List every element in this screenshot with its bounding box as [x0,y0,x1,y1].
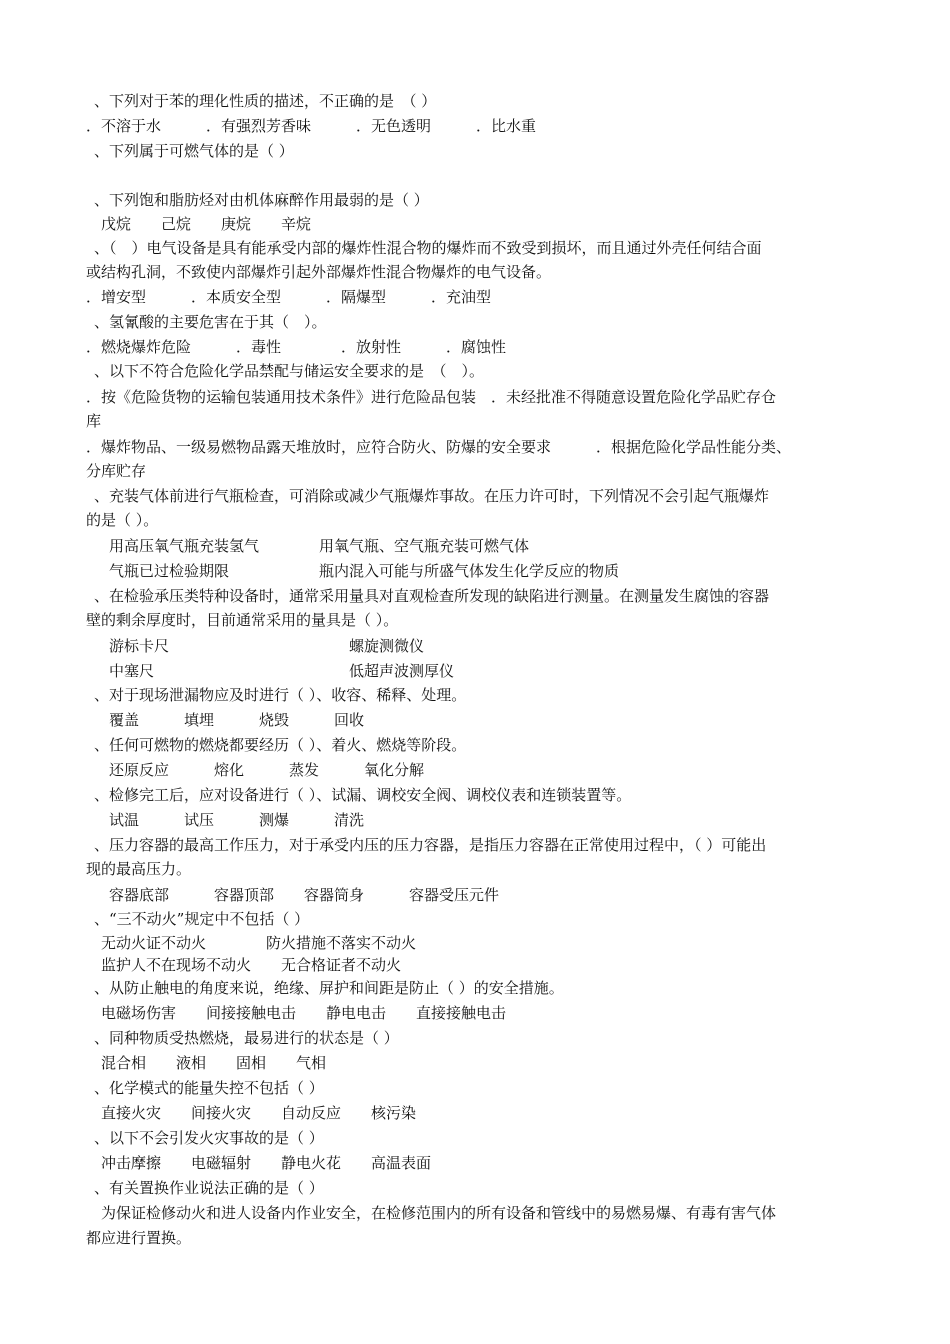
options-line: 为保证检修动火和进人设备内作业安全，在检修范围内的所有设备和管线中的易燃易爆、有毒有害气体 [101,1204,777,1222]
question-line: 、以下不符合危险化学品禁配与储运安全要求的是 （ ）。 [94,362,485,380]
options-line: 游标卡尺 螺旋测微仪 [109,637,425,655]
options-line: 覆盖 填埋 烧毁 回收 [109,711,365,729]
options-line: 容器底部 容器顶部 容器筒身 容器受压元件 [109,886,500,904]
question-line-continued: 壁的剩余厚度时，目前通常采用的量具是（ ）。 [86,611,399,629]
question-line: 、从防止触电的角度来说，绝缘、屏护和间距是防止（ ）的安全措施。 [94,979,564,997]
options-line: 气瓶已过检验期限 瓶内混入可能与所盛气体发生化学反应的物质 [109,562,620,580]
question-line: 、在检验承压类特种设备时，通常采用量具对直观检查所发现的缺陷进行测量。在测量发生腐蚀的容器 [94,587,770,605]
question-line-continued: 的是（ ）。 [86,511,159,529]
question-line: 、氢氰酸的主要危害在于其（ ）。 [94,313,327,331]
options-line: 戊烷 己烷 庚烷 辛烷 [101,215,312,233]
options-line: 试温 试压 测爆 清洗 [109,811,365,829]
question-line-continued: 现的最高压力。 [86,860,192,878]
options-line: ．燃烧爆炸危险 ．毒性 ．放射性 ．腐蚀性 [86,338,507,356]
options-line: 还原反应 熔化 蒸发 氧化分解 [109,761,425,779]
options-line: 无动火证不动火 防火措施不落实不动火 [101,934,417,952]
options-line-continued: 都应进行置换。 [86,1229,192,1247]
options-line: ．爆炸物品、一级易燃物品露天堆放时，应符合防火、防爆的安全要求 ．根据危险化学品性能分类、 [86,438,792,456]
options-line: 冲击摩擦 电磁辐射 静电火花 高温表面 [101,1154,432,1172]
question-line: 、有关置换作业说法正确的是（ ） [94,1179,324,1197]
options-line: ．不溶于水 ．有强烈芳香味 ．无色透明 ．比水重 [86,117,537,135]
options-line-continued: 库 [86,412,102,430]
options-line: 用高压氧气瓶充装氢气 用氧气瓶、空气瓶充装可燃气体 [109,537,530,555]
question-line-continued: 或结构孔洞，不致使内部爆炸引起外部爆炸性混合物爆炸的电气设备。 [86,263,552,281]
options-line: 直接火灾 间接火灾 自动反应 核污染 [101,1104,417,1122]
options-line-continued: 分库贮存 [86,462,147,480]
question-line: 、“三不动火”规定中不包括（ ） [94,910,310,928]
question-line: 、检修完工后，应对设备进行（ ）、试漏、调校安全阀、调校仪表和连锁装置等。 [94,786,632,804]
question-line: 、同种物质受热燃烧，最易进行的状态是（ ） [94,1029,399,1047]
question-line: 、下列饱和脂肪烃对由机体麻醉作用最弱的是（ ） [94,191,429,209]
options-line: 中塞尺 低超声波测厚仪 [109,662,455,680]
question-line: 、对于现场泄漏物应及时进行（ ）、收容、稀释、处理。 [94,686,467,704]
options-line: ．按《危险货物的运输包装通用技术条件》进行危险品包装 ．未经批准不得随意设置危险化学品贮存仓 [86,388,777,406]
question-line: 、充装气体前进行气瓶检查，可消除或减少气瓶爆炸事故。在压力许可时，下列情况不会引起气瓶爆炸 [94,487,770,505]
options-line: 电磁场伤害 间接接触电击 静电电击 直接接触电击 [101,1004,507,1022]
options-line: ．增安型 ．本质安全型 ．隔爆型 ．充油型 [86,288,492,306]
question-line: 、压力容器的最高工作压力，对于承受内压的压力容器，是指压力容器在正常使用过程中，（ ）可能出 [94,836,767,854]
question-line: 、下列对于苯的理化性质的描述，不正确的是 （ ） [94,92,437,110]
question-line: 、下列属于可燃气体的是（ ） [94,142,294,160]
question-line: 、以下不会引发火灾事故的是（ ） [94,1129,324,1147]
question-line: 、化学模式的能量失控不包括（ ） [94,1079,324,1097]
options-line: 监护人不在现场不动火 无合格证者不动火 [101,956,402,974]
options-line: 混合相 液相 固相 气相 [101,1054,327,1072]
question-line: 、任何可燃物的燃烧都要经历（ ）、着火、燃烧等阶段。 [94,736,467,754]
question-line: 、（ ）电气设备是具有能承受内部的爆炸性混合物的爆炸而不致受到损坏，而且通过外壳任何结合面 [94,239,762,257]
